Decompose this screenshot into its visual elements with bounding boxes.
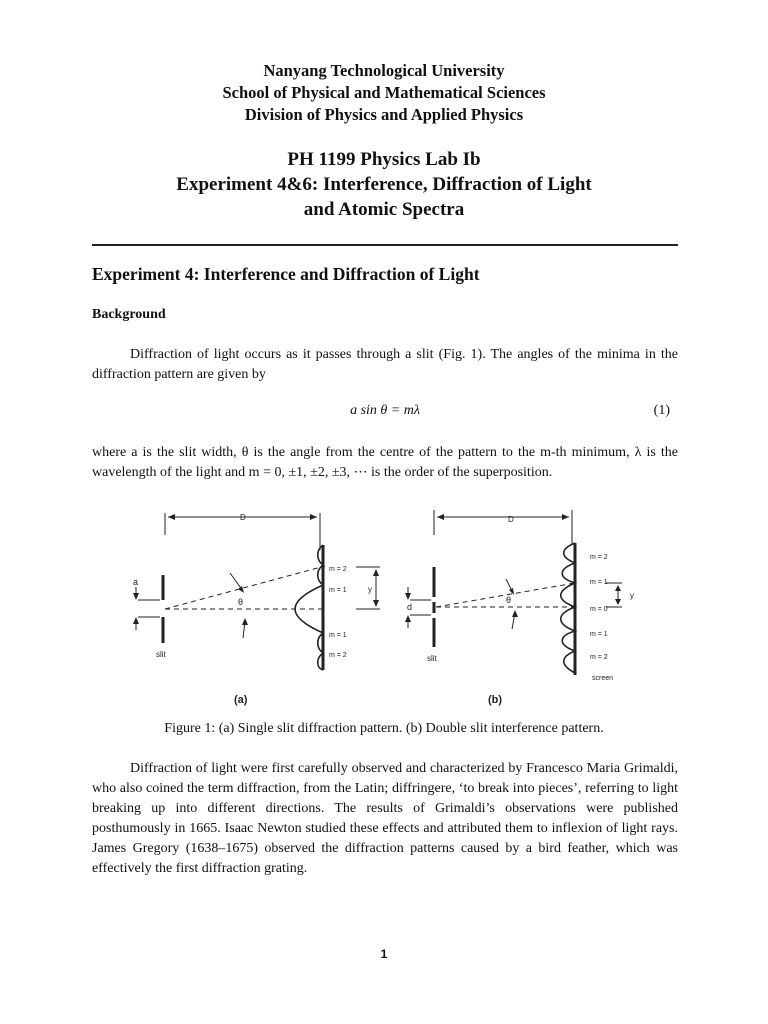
- figure-caption: Figure 1: (a) Single slit diffraction pattern. (b) Double slit interference pattern.: [164, 721, 604, 736]
- panel-a-label: (a): [234, 694, 248, 706]
- panel-a-y-label: y: [368, 585, 372, 594]
- panel-b-order-label: m = 2: [590, 554, 608, 561]
- experiment-title-cont: and Atomic Spectra: [303, 199, 465, 220]
- definitions-paragraph: [92, 443, 678, 483]
- course-title: PH 1199 Physics Lab Ib: [287, 149, 481, 170]
- panel-b-slit-sep-label: d: [407, 602, 413, 612]
- section-heading: Experiment 4: Interference and Diffraction of Light: [92, 264, 480, 284]
- panel-b-label: (b): [488, 694, 503, 706]
- school-name: School of Physical and Mathematical Sciences: [222, 83, 546, 102]
- panel-b-diagram: [405, 510, 622, 675]
- panel-a-distance-label: D: [240, 513, 246, 522]
- page-number: 1: [380, 947, 388, 961]
- panel-a-order-label: m = 1: [329, 587, 347, 594]
- history-paragraph: [92, 759, 678, 879]
- panel-a-slit-label: slit: [156, 650, 166, 659]
- title-divider: [92, 244, 678, 246]
- history-text: Diffraction of light were first carefully observed and characterized by Francesco Maria Grimaldi, who also coined the term diffraction, from the Latin; diffringere, ‘to break into pieces’, referring to light breaking up into different directions. The results of Grimaldi’s observations were published posthumously in 1665. Isaac Newton studied these effects and attributed them to inflexion of light rays. James Gregory (1638–1675) observed the diffraction patterns caused by a bird feather, which was effectively the first diffraction grating.: [92, 761, 678, 876]
- panel-a-order-label: m = 1: [329, 632, 347, 639]
- division-name: Division of Physics and Applied Physics: [244, 105, 524, 124]
- panel-a-slit-width-label: a: [133, 577, 139, 587]
- definitions-text: where a is the slit width, θ is the angle from the centre of the pattern to the m-th minimum, λ is the wavelength of the light and m = 0, ±1, ±2, ±3, ⋯ is the order of the superposition.: [92, 445, 678, 480]
- subsection-heading: Background: [92, 307, 166, 322]
- panel-a-order-label: m = 2: [329, 652, 347, 659]
- intro-paragraph: [92, 345, 678, 385]
- panel-b-slit-label: slit: [427, 654, 437, 663]
- panel-b-screen-label: screen: [592, 675, 614, 682]
- panel-b-order-label: m = 0: [590, 606, 608, 613]
- experiment-title: Experiment 4&6: Interference, Diffraction of Light: [176, 174, 592, 195]
- intro-text: Diffraction of light occurs as it passes through a slit (Fig. 1). The angles of the minima in the diffraction pattern are given by: [92, 347, 678, 382]
- figure-1: [120, 505, 650, 710]
- panel-b-order-label: m = 1: [590, 631, 608, 638]
- panel-b-y-label: y: [630, 591, 634, 600]
- panel-b-order-label: m = 2: [590, 654, 608, 661]
- panel-a-order-label: m = 2: [329, 566, 347, 573]
- university-name: Nanyang Technological University: [263, 61, 505, 80]
- equation-formula: a sin θ = mλ: [350, 403, 420, 418]
- panel-b-distance-label: D: [508, 515, 514, 524]
- equation-number: (1): [653, 403, 670, 418]
- panel-b-order-label: m = 1: [590, 579, 608, 586]
- panel-a-angle-label: θ: [238, 597, 244, 607]
- panel-b-angle-label: θ: [506, 595, 512, 605]
